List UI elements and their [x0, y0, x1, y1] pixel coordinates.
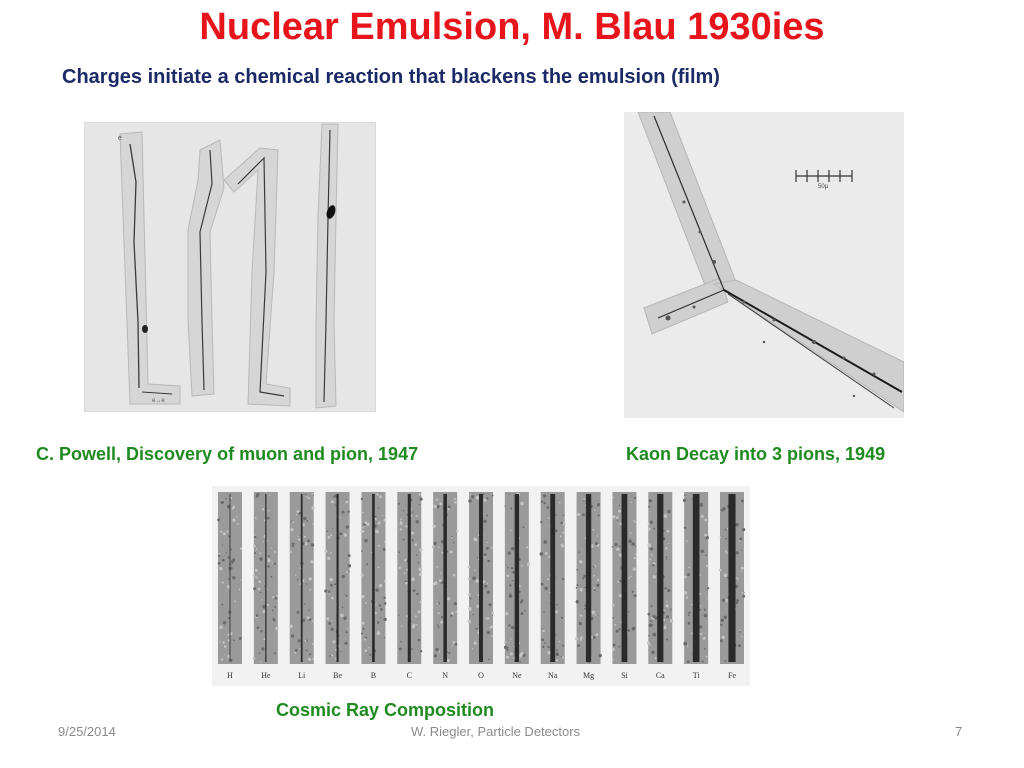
kaon-caption: Kaon Decay into 3 pions, 1949 [626, 444, 886, 464]
powell-emulsion-photo [84, 122, 376, 412]
cosmic-caption: Cosmic Ray Composition [276, 700, 495, 720]
element-label: B [370, 671, 377, 680]
kaon-decay-photo [624, 112, 904, 418]
footer-date: 9/25/2014 [58, 724, 116, 739]
footer-author: W. Riegler, Particle Detectors [411, 724, 581, 739]
element-label: Ne [512, 671, 522, 680]
page-number: 7 [955, 724, 963, 739]
element-label: Ca [655, 671, 665, 680]
element-label: Li [298, 671, 306, 680]
element-label: Fe [728, 671, 736, 680]
scale-label: 50μ [818, 184, 829, 190]
slide-title: Nuclear Emulsion, M. Blau 1930ies [199, 6, 825, 48]
strip-label: e→e [152, 398, 165, 404]
slide-subtitle: Charges initiate a chemical reaction that blackens the emulsion (film) [62, 66, 720, 88]
cosmic-ray-emulsion-photo [212, 486, 750, 686]
strip-label: e [118, 135, 122, 142]
powell-caption: C. Powell, Discovery of muon and pion, 1947 [36, 444, 419, 464]
element-label: H [227, 671, 233, 680]
element-label: N [442, 671, 449, 680]
element-label: Be [333, 671, 343, 680]
element-label: O [478, 671, 484, 680]
element-label: Na [548, 671, 558, 680]
element-label: C [406, 671, 412, 680]
element-label: Mg [583, 671, 595, 680]
element-label: He [261, 671, 271, 680]
element-label: Ti [692, 671, 700, 680]
element-label: Si [621, 671, 628, 680]
